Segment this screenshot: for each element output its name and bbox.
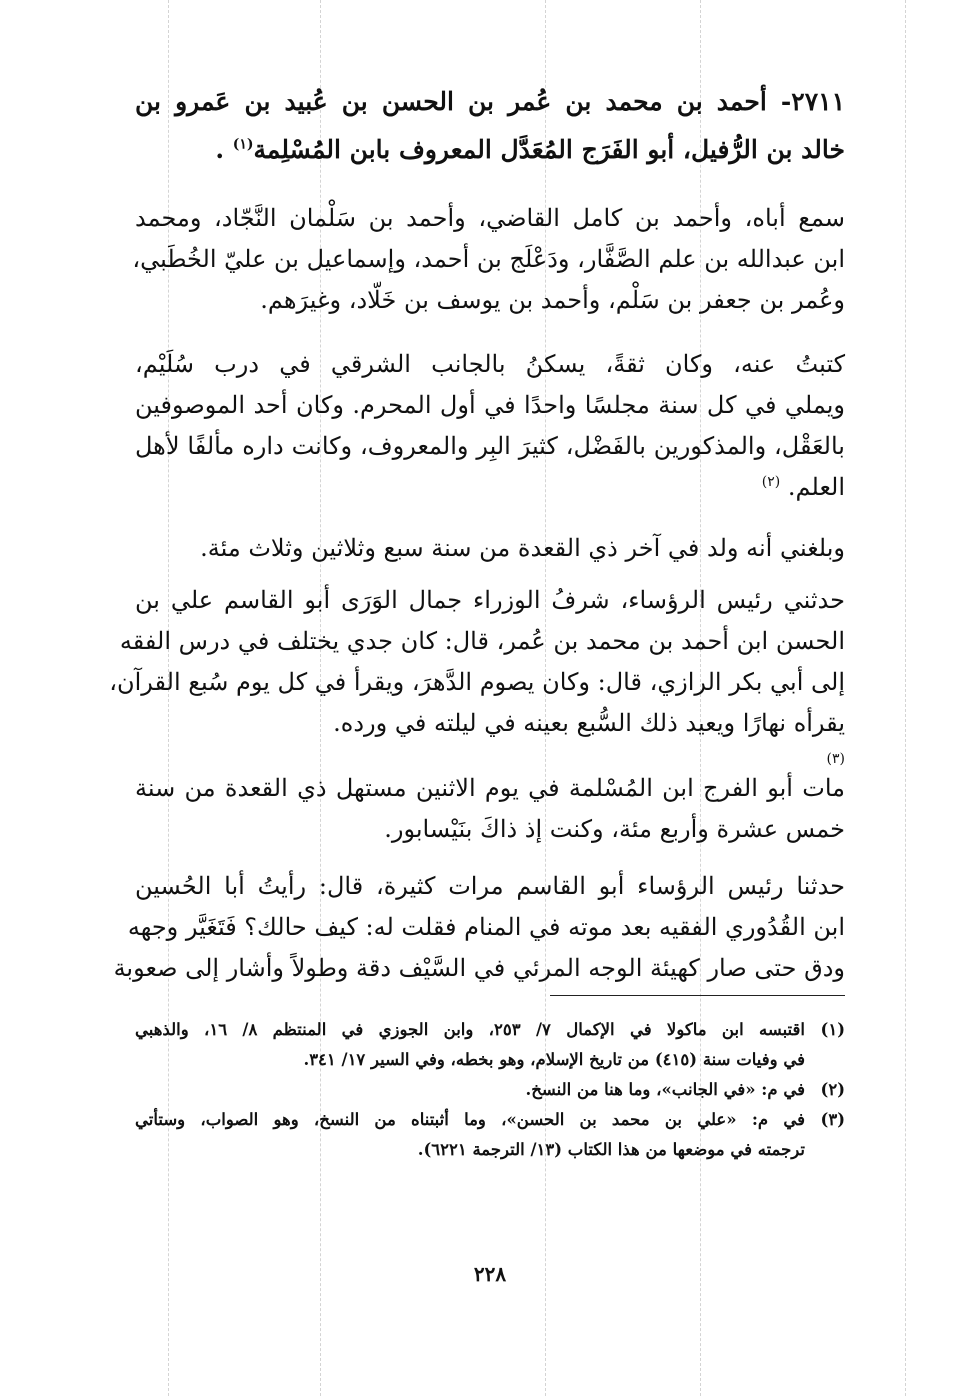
text-line bbox=[135, 467, 845, 508]
paragraph-birth bbox=[135, 528, 845, 569]
text-line: بالعَقْل، والمذكورين بالفَضْل، كثيرَ البِر والمعروف، وكانت داره مألفًا لأهل bbox=[135, 432, 845, 460]
footnote-line: اقتبسه ابن ماكولا في الإكمال ٧/ ٢٥٣، وابن الجوزي في المنتظم ٨/ ١٦، والذهبي bbox=[135, 1020, 805, 1039]
footnote-ref: (٢) bbox=[761, 474, 781, 490]
paragraph-dream bbox=[113, 866, 846, 989]
footnote-line: في وفيات سنة (٤١٥) من تاريخ الإسلام، وهو بخطه، وفي السير ١٧/ ٣٤١. bbox=[303, 1050, 805, 1069]
footnote-separator bbox=[550, 995, 845, 996]
footnote-body bbox=[135, 1015, 805, 1075]
text-line: ودق حتى صار كهيئة الوجه المرئي في السَّيْف دقة وطولاً وأشار إلى صعوبة bbox=[113, 954, 845, 982]
footnote-ref: (٣) bbox=[826, 751, 845, 767]
footnote-line: ترجمته في موضعها من هذا الكتاب (١٣/ الترجمة ٦٢٢١). bbox=[417, 1140, 805, 1159]
paragraph-narration bbox=[109, 580, 845, 767]
text-line: حدثنا رئيس الرؤساء أبو القاسم مرات كثيرة، قال: رأيتُ أبا الحُسين bbox=[135, 872, 846, 900]
paragraph-description bbox=[135, 344, 845, 508]
text-line: ويملي في كل سنة مجلسًا واحدًا في أول المحرم. وكان أحد الموصوفين bbox=[135, 391, 845, 419]
entry-title bbox=[135, 78, 845, 174]
footnote bbox=[135, 1075, 845, 1105]
text-line-content: العلم. bbox=[787, 473, 845, 501]
footnote bbox=[135, 1105, 845, 1165]
footnotes bbox=[135, 1015, 845, 1165]
scan-guide-line bbox=[905, 0, 906, 1396]
text-line: مات أبو الفرج ابن المُسْلمة في يوم الاثنين مستهل ذي القعدة من سنة bbox=[135, 774, 845, 802]
text-line: سمع أباه، وأحمد بن كامل القاضي، وأحمد بن سَلْمان النَّجّاد، ومحمد bbox=[135, 204, 845, 232]
title-line: ٢٧١١- أحمد بن محمد بن عُمر بن الحسن بن عُبيد بن عَمرو بن bbox=[135, 87, 845, 116]
text-line: خمس عشرة وأربع مئة، وكنت إذ ذاكَ بنَيْسابور. bbox=[384, 815, 845, 843]
footnote-number: (٣) bbox=[820, 1110, 845, 1129]
footnote-line: في م: «في الجانب»، وما هنا من النسخ. bbox=[525, 1080, 805, 1099]
page-number: ٢٢٨ bbox=[473, 1262, 507, 1286]
text-line: الحسن ابن أحمد بن محمد بن عُمر، قال: كان جدي يختلف في درس الفقه bbox=[119, 627, 845, 655]
footnote bbox=[135, 1015, 845, 1075]
footnote-number: (٢) bbox=[820, 1080, 845, 1099]
text-line: ابن عبدالله بن علم الصَّفَّار، ودَعْلَج بن أحمد، وإسماعيل بن عليّ الخُطَبي، bbox=[132, 245, 845, 273]
text-line: وبلغني أنه ولد في آخر ذي القعدة من سنة سبع وثلاثين وثلاث مئة. bbox=[200, 534, 845, 562]
title-line bbox=[135, 126, 845, 174]
text-line: حدثني رئيس الرؤساء، شرفُ الوزراء جمال الوَرَى أبو القاسم علي بن bbox=[135, 586, 845, 614]
footnote-number: (١) bbox=[820, 1020, 845, 1039]
footnote-body bbox=[135, 1105, 805, 1165]
footnote-body bbox=[135, 1075, 805, 1105]
footnote-ref: (١) bbox=[232, 136, 254, 153]
title-line-text: خالد بن الرُّفيل، أبو الفَرَج المُعَدَّل المعروف بابن المُسْلِمة bbox=[253, 135, 845, 164]
paragraph-death bbox=[135, 768, 845, 850]
text-line: وعُمر بن جعفر بن سَلْم، وأحمد بن يوسف بن خَلّاد، وغيرَهم. bbox=[260, 286, 845, 314]
title-end: . bbox=[215, 135, 233, 164]
text-line: يقرأه نهارًا ويعيد ذلك السُّبع بعينه في ليلته في ورده. bbox=[333, 709, 845, 737]
paragraph-teachers bbox=[132, 198, 845, 321]
text-line: ابن القُدُوري الفقيه بعد موته في المنام فقلت له: كيف حالك؟ فَتَغَيَّر وجهه bbox=[127, 913, 845, 941]
text-line: إلى أبي بكر الرازي، قال: وكان يصوم الدَّهرَ، ويقرأ في كل يوم سُبع القرآن، bbox=[109, 668, 845, 696]
footnote-line: في م: «علي بن محمد بن الحسن»، وما أثبتناه من النسخ، وهو الصواب، وستأتي bbox=[135, 1110, 805, 1129]
text-line: كتبتُ عنه، وكان ثقةً، يسكنُ بالجانب الشرقي في درب سُلَيْم، bbox=[135, 350, 845, 378]
